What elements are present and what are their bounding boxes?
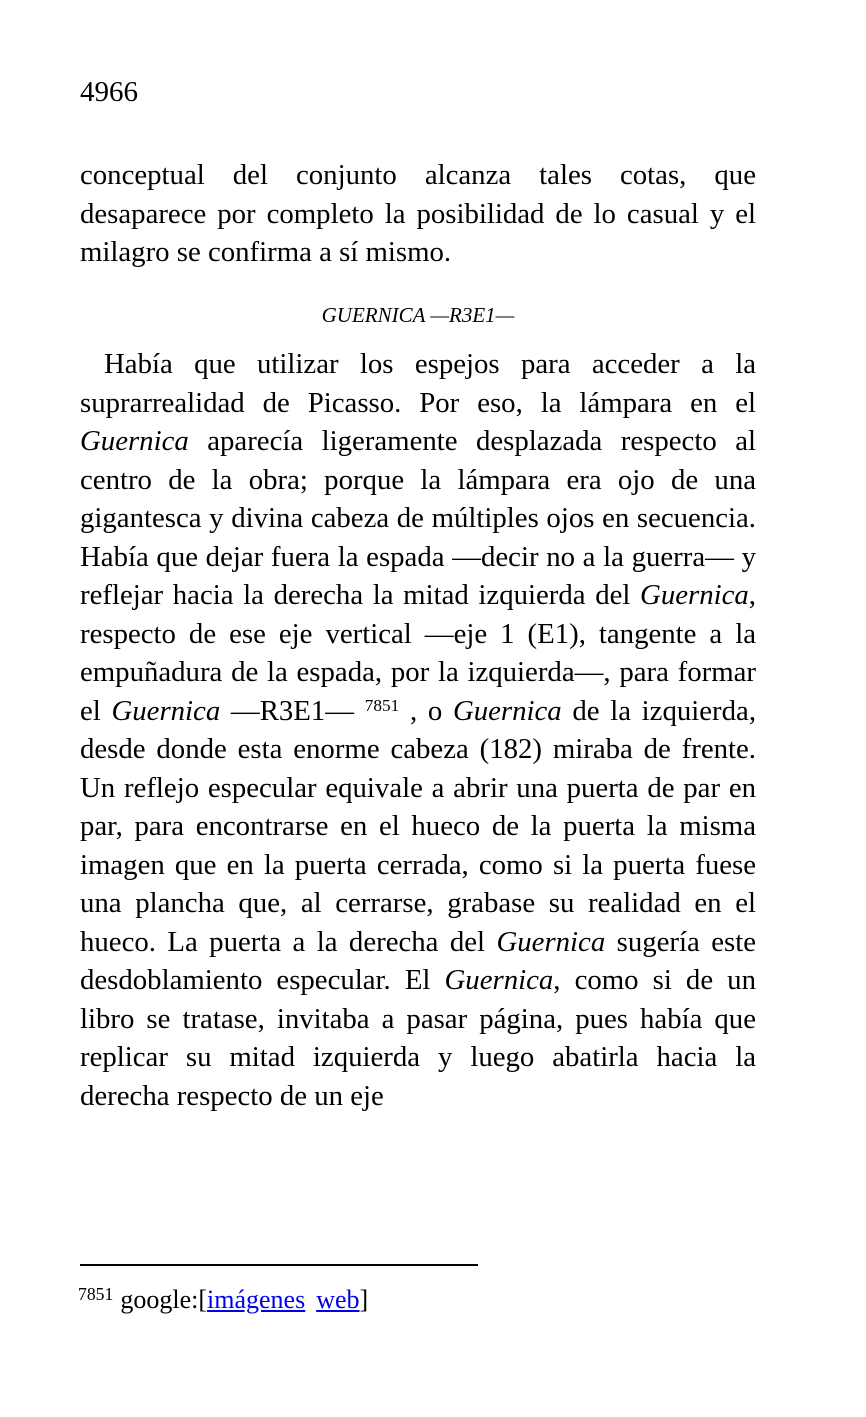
page-number: 4966 <box>80 76 138 108</box>
italic-title-text: Guernica <box>111 694 221 727</box>
italic-title-text: Guernica <box>496 925 606 958</box>
paragraph-1: conceptual del conjunto alcanza tales cotas, que desaparece por completo la posibilidad de lo casual y el milagro se confirma a sí mismo. <box>80 159 756 268</box>
footnote-separator <box>80 1264 478 1266</box>
body-text: , como si de un libro se tratase, invitaba a pasar página, pues había que replicar su mitad izquierda y luego abatirla hacia la derecha respecto de un eje <box>80 964 756 1112</box>
italic-title-text: Guernica <box>444 964 554 996</box>
body-text: , o <box>399 694 453 727</box>
italic-title-text: Guernica <box>640 579 749 611</box>
footnote-reference: 7851 <box>364 695 400 715</box>
footnote-link-imagenes[interactable]: imágenes <box>207 1285 306 1314</box>
section-heading: GUERNICA —R3E1— <box>321 303 515 327</box>
body-text: —R3E1— <box>220 694 365 727</box>
footnote-suffix: ] <box>359 1285 369 1314</box>
paragraph-2 <box>80 345 756 1115</box>
body-text: aparecía ligeramente desplazada respecto al centro de la obra; porque la lámpara era ojo de una gigantesca y divina cabeza de múltiples ojos en secuencia. Había que dejar fuera la espada —decir no a la guerra— y reflejar hacia la derecha la mitad izquierda del <box>80 425 756 611</box>
italic-title-text: Guernica <box>80 425 189 457</box>
body-text: Había que utilizar los espejos para acceder a la suprarrealidad de Picasso. Por eso, la lámpara en el <box>80 348 756 419</box>
footnote-link-web[interactable]: web <box>316 1285 360 1314</box>
footnote <box>78 1283 754 1317</box>
body-text: sugería este desdoblamiento especular. El <box>80 925 756 996</box>
footnote-marker: 7851 <box>78 1284 114 1304</box>
body-text: , respecto de ese eje vertical —eje 1 (E1), tangente a la empuñadura de la espada, por la izquierda—, para formar el <box>80 579 756 727</box>
italic-title-text: Guernica <box>452 694 562 727</box>
footnote-prefix: google:[ <box>120 1285 207 1314</box>
body-text: de la izquierda, desde donde esta enorme cabeza (182) miraba de frente. Un reflejo especular equivale a abrir una puerta de par en par, para encontrarse en el hueco de la puerta la misma imagen que en la puerta cerrada, como si la puerta fuese una plancha que, al cerrarse, grabase su realidad en el hueco. La puerta a la derecha del <box>80 694 757 958</box>
